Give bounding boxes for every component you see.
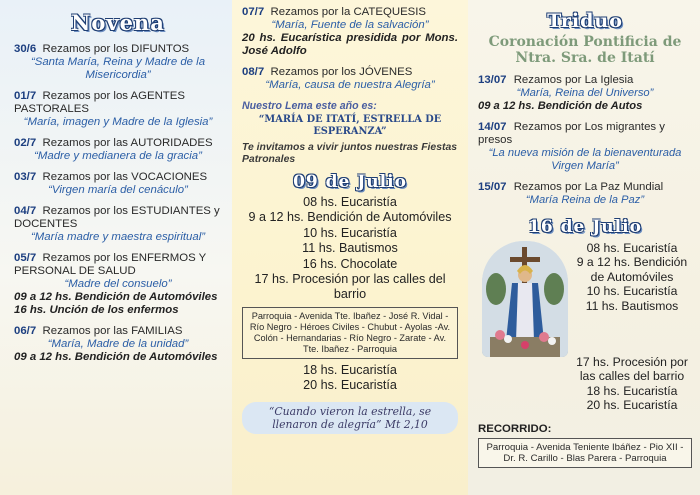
entry-quote: “Santa María, Reina y Madre de la Misericordia” bbox=[30, 56, 206, 81]
schedule-item: 20 hs. Eucaristía bbox=[303, 378, 397, 393]
entry-date: 04/7 bbox=[14, 205, 37, 217]
lema-text: “MARÍA DE ITATÍ, ESTRELLA DE ESPERANZA” bbox=[258, 114, 442, 137]
entry-text: Rezamos por la CATEQUESIS bbox=[270, 6, 427, 18]
novena-title: Novena bbox=[71, 10, 165, 35]
entry-date: 08/7 bbox=[242, 66, 265, 78]
schedule-item: 18 hs. Eucaristía bbox=[303, 362, 397, 377]
entry-quote: “María, Reina del Universo” bbox=[516, 87, 654, 99]
schedule-item: 16 hs. Chocolate bbox=[302, 256, 398, 271]
recorrido-title: RECORRIDO: bbox=[478, 422, 552, 435]
schedule-item: 17 hs. Procesión por las calles del barrio bbox=[254, 272, 446, 302]
novena-entry bbox=[14, 90, 222, 129]
lema-block bbox=[242, 100, 458, 166]
entry-extra: 20 hs. Eucarística presidida por Mons. José Adolfo bbox=[242, 32, 458, 57]
triduo-panel bbox=[468, 0, 700, 495]
entry-date: 02/7 bbox=[14, 137, 37, 149]
novena-entry bbox=[242, 6, 458, 58]
entry-extra: 16 hs. Unción de los enfermos bbox=[14, 304, 179, 316]
schedule-july-16-cont bbox=[572, 355, 692, 413]
entry-date: 14/07 bbox=[478, 121, 507, 133]
novena-entry bbox=[14, 43, 222, 82]
entry-text: Rezamos por los ENFERMOS Y PERSONAL DE SALUD bbox=[14, 252, 207, 277]
entry-quote: “La nueva misión de la bienaventurada Virgen María” bbox=[488, 147, 682, 172]
entry-quote: “Madre y medianera de la gracia” bbox=[34, 150, 202, 162]
schedule-item: 9 a 12 hs. Bendición de Automóviles bbox=[248, 210, 452, 225]
novena-entry bbox=[14, 171, 222, 197]
novena-entry bbox=[242, 66, 458, 92]
virgin-statue-image bbox=[482, 241, 568, 357]
schedule-july-9 bbox=[242, 195, 458, 303]
entry-text: Rezamos por las AUTORIDADES bbox=[42, 137, 213, 149]
entry-quote: “María, Fuente de la salvación” bbox=[271, 19, 429, 31]
entry-text: Rezamos por La Paz Mundial bbox=[513, 181, 664, 193]
schedule-item: 9 a 12 hs. Bendición de Automóviles bbox=[576, 255, 688, 284]
entry-extra: 09 a 12 hs. Bendición de Autos bbox=[478, 100, 643, 112]
entry-text: Rezamos por los JÓVENES bbox=[270, 66, 413, 78]
triduo-title: Triduo bbox=[547, 10, 623, 32]
lema-intro: Nuestro Lema este año es: bbox=[242, 100, 377, 112]
entry-text: Rezamos por los AGENTES PASTORALES bbox=[14, 90, 185, 115]
triduo-entry bbox=[478, 74, 692, 113]
schedule-july-16 bbox=[572, 241, 692, 313]
schedule-item: 11 hs. Bautismos bbox=[302, 241, 398, 256]
entry-date: 13/07 bbox=[478, 74, 507, 86]
entry-quote: “María, Madre de la unidad” bbox=[47, 338, 189, 350]
invite-text: Te invitamos a vivir juntos nuestras Fiestas Patronales bbox=[242, 142, 458, 165]
schedule-with-photo bbox=[478, 241, 692, 357]
triduo-entry bbox=[478, 121, 692, 173]
schedule-item: 11 hs. Bautismos bbox=[585, 298, 679, 313]
entry-quote: “Virgen maría del cenáculo” bbox=[48, 184, 188, 196]
bible-verse: “Cuando vieron la estrella, se llenaron de alegría” Mt 2,10 bbox=[242, 402, 458, 434]
entry-date: 07/7 bbox=[242, 6, 265, 18]
novena-panel bbox=[0, 0, 232, 495]
entry-date: 06/7 bbox=[14, 325, 37, 337]
schedule-item: 20 hs. Eucaristía bbox=[586, 398, 678, 413]
schedule-item: 08 hs. Eucaristía bbox=[586, 241, 678, 255]
entry-quote: “María madre y maestra espiritual” bbox=[30, 231, 206, 243]
entry-text: Rezamos por los ESTUDIANTES y DOCENTES bbox=[14, 205, 220, 230]
entry-quote: “María, causa de nuestra Alegría” bbox=[265, 79, 435, 91]
schedule-item: 17 hs. Procesión por las calles del barrio bbox=[576, 355, 688, 384]
entry-quote: “Madre del consuelo” bbox=[64, 278, 172, 290]
procession-route: Parroquia - Avenida Tte. Ibañez - José R. Vidal - Río Negro - Héroes Civiles - Chubut - Ayolas -Av. Colón - Hernandarias - Río Negro - Zarate - Av. Tte. Ibañez - Parroquia bbox=[242, 307, 458, 359]
middle-panel bbox=[232, 0, 468, 495]
novena-entry bbox=[14, 252, 222, 317]
schedule-item: 10 hs. Eucaristía bbox=[586, 284, 678, 299]
triduo-entry bbox=[478, 181, 692, 207]
entry-quote: “María Reina de la Paz” bbox=[525, 194, 645, 206]
day-title-july-16: 16 de Julio bbox=[528, 217, 642, 237]
schedule-july-9-evening bbox=[242, 363, 458, 394]
schedule-item: 18 hs. Eucaristía bbox=[586, 383, 678, 398]
schedule-item: 10 hs. Eucaristía bbox=[303, 225, 397, 240]
entry-text: Rezamos por Los migrantes y presos bbox=[478, 121, 665, 146]
entry-date: 01/7 bbox=[14, 90, 37, 102]
entry-date: 15/07 bbox=[478, 181, 507, 193]
entry-text: Rezamos por las VOCACIONES bbox=[42, 171, 208, 183]
entry-text: Rezamos por los DIFUNTOS bbox=[42, 43, 190, 55]
novena-entry bbox=[14, 325, 222, 364]
day-title-july-9: 09 de Julio bbox=[293, 172, 407, 192]
entry-text: Rezamos por las FAMILIAS bbox=[42, 325, 183, 337]
entry-date: 03/7 bbox=[14, 171, 37, 183]
schedule-item: 08 hs. Eucaristía bbox=[303, 195, 397, 209]
coronation-subtitle: Coronación Pontificia de Ntra. Sra. de Itatí bbox=[488, 34, 682, 66]
novena-entry bbox=[14, 205, 222, 244]
entry-extra: 09 a 12 hs. Bendición de Automóviles bbox=[14, 291, 218, 303]
entry-quote: “María, imagen y Madre de la Iglesia” bbox=[23, 116, 213, 128]
virgin-statue-illustration bbox=[482, 241, 568, 357]
novena-entry bbox=[14, 137, 222, 163]
recorrido-route: Parroquia - Avenida Teniente Ibáñez - Pio XII - Dr. R. Carillo - Blas Parera - Parroquia bbox=[478, 438, 692, 469]
entry-date: 05/7 bbox=[14, 252, 37, 264]
entry-date: 30/6 bbox=[14, 43, 37, 55]
entry-extra: 09 a 12 hs. Bendición de Automóviles bbox=[14, 351, 218, 363]
entry-text: Rezamos por La Iglesia bbox=[513, 74, 634, 86]
